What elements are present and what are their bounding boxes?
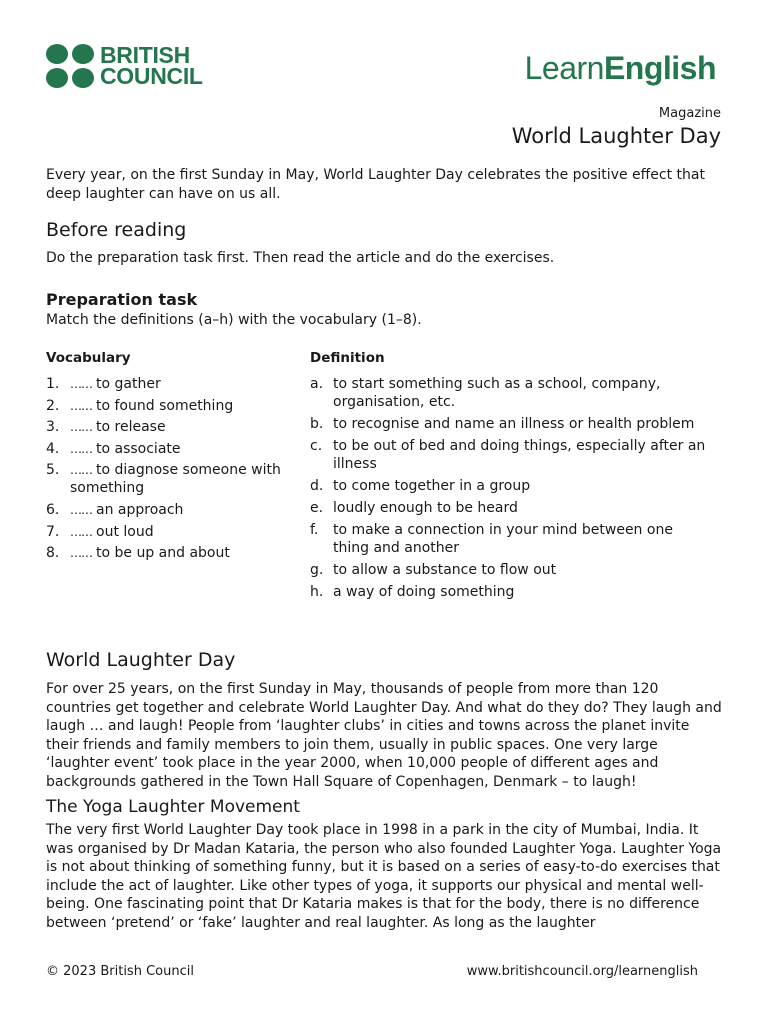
vocabulary-item [46, 544, 296, 562]
vocabulary-number: 1. [46, 376, 60, 392]
vocabulary-list [46, 375, 296, 566]
vocabulary-item [46, 461, 296, 497]
british-council-logo [46, 44, 203, 88]
vocabulary-term: to gather [96, 376, 161, 392]
article-heading: World Laughter Day [46, 649, 236, 671]
answer-blank: …… [70, 398, 92, 413]
le-logo-part2: English [603, 50, 716, 86]
before-reading-heading: Before reading [46, 219, 187, 241]
vocabulary-term: out loud [96, 523, 154, 540]
definition-list [310, 375, 710, 605]
vocabulary-term: an approach [96, 501, 184, 518]
definition-item [310, 375, 710, 411]
section-label: Magazine [658, 106, 721, 121]
footer-copyright: © 2023 British Council [46, 964, 194, 979]
definition-item [310, 437, 710, 473]
definition-text: to come together in a group [333, 478, 531, 494]
vocabulary-item [46, 501, 296, 519]
vocabulary-term: to associate [96, 440, 181, 457]
vocabulary-term: to release [96, 419, 166, 436]
learnenglish-logo [525, 50, 716, 87]
definition-letter: e. [310, 500, 324, 516]
le-logo-part1: Learn [524, 50, 604, 86]
british-council-wordmark [100, 42, 203, 89]
article-subheading: The Yoga Laughter Movement [46, 797, 300, 817]
vocabulary-item [46, 418, 296, 436]
definition-text: to allow a substance to flow out [333, 562, 557, 578]
vocabulary-term: to diagnose someone with something [70, 462, 281, 497]
definition-item [310, 561, 710, 579]
definition-letter: f. [310, 522, 319, 538]
vocabulary-number: 3. [46, 419, 60, 436]
vocabulary-term: to found something [96, 397, 234, 414]
definition-text: loudly enough to be heard [333, 500, 518, 516]
bc-logo-line1: BRITISH [100, 42, 190, 68]
definition-letter: h. [310, 584, 324, 600]
definition-item [310, 477, 710, 495]
definition-text: a way of doing something [333, 584, 515, 600]
vocabulary-number: 8. [46, 545, 60, 562]
answer-blank: …… [70, 420, 92, 435]
definition-letter: b. [310, 416, 324, 432]
preparation-task-instructions: Match the definitions (a–h) with the vocabulary (1–8). [46, 312, 422, 328]
definition-column-heading: Definition [310, 350, 385, 366]
definition-item [310, 521, 710, 557]
definition-text: to recognise and name an illness or health problem [333, 416, 695, 432]
definition-item [310, 583, 710, 601]
definition-text: to start something such as a school, company, organisation, etc. [333, 376, 661, 410]
before-reading-text: Do the preparation task first. Then read the article and do the exercises. [46, 250, 555, 266]
vocabulary-item [46, 523, 296, 541]
vocabulary-number: 5. [46, 462, 60, 479]
intro-paragraph: Every year, on the first Sunday in May, World Laughter Day celebrates the positive effect that deep laughter can have on us all. [46, 167, 705, 202]
vocabulary-number: 6. [46, 501, 60, 518]
vocabulary-column-heading: Vocabulary [46, 350, 131, 366]
british-council-dots-icon [46, 44, 94, 88]
definition-letter: c. [310, 438, 323, 454]
article-paragraph-2: The very first World Laughter Day took place in 1998 in a park in the city of Mumbai, India. It was organised by Dr Madan Kataria, the person who also founded Laughter Yoga. Laughter Yoga is not about thinking of something funny, but it is based on a series of easy-to-do exercises that include the act of laughter. Like other types of yoga, it supports our physical and mental well-being. One fascinating point that Dr Kataria makes is that for the body, there is no difference between ‘pretend’ or ‘fake’ laughter and real laughter. As long as the laughter [46, 822, 722, 931]
vocabulary-term: to be up and about [96, 545, 230, 562]
answer-blank: …… [70, 524, 92, 539]
preparation-task-heading: Preparation task [46, 290, 198, 309]
vocabulary-item [46, 440, 296, 458]
definition-text: to be out of bed and doing things, especially after an illness [333, 438, 706, 472]
answer-blank: …… [70, 441, 92, 456]
answer-blank: …… [70, 502, 92, 517]
vocabulary-item [46, 397, 296, 415]
definition-item [310, 415, 710, 433]
definition-item [310, 499, 710, 517]
vocabulary-number: 7. [46, 523, 60, 540]
footer-url: www.britishcouncil.org/learnenglish [466, 964, 698, 979]
answer-blank: …… [70, 463, 92, 478]
vocabulary-number: 4. [46, 440, 60, 457]
page-title: World Laughter Day [511, 124, 721, 148]
answer-blank: …… [70, 377, 92, 391]
definition-letter: d. [310, 478, 324, 494]
vocabulary-number: 2. [46, 397, 60, 414]
definition-letter: a. [310, 376, 324, 392]
definition-text: to make a connection in your mind between one thing and another [333, 522, 673, 556]
definition-letter: g. [310, 562, 324, 578]
bc-logo-line2: COUNCIL [100, 63, 203, 89]
vocabulary-item [46, 375, 296, 393]
answer-blank: …… [70, 546, 92, 561]
article-paragraph-1: For over 25 years, on the first Sunday in May, thousands of people from more than 120 countries get together and celebrate World Laughter Day. And what do they do? They laugh and laugh … and laugh! People from ‘laughter clubs’ in cities and towns across the planet invite their friends and family members to join them, usually in public spaces. One very large ‘laughter event’ took place in the year 2000, when 10,000 people of different ages and backgrounds gathered in the Town Hall Square of Copenhagen, Denmark – to laugh! [46, 681, 722, 790]
